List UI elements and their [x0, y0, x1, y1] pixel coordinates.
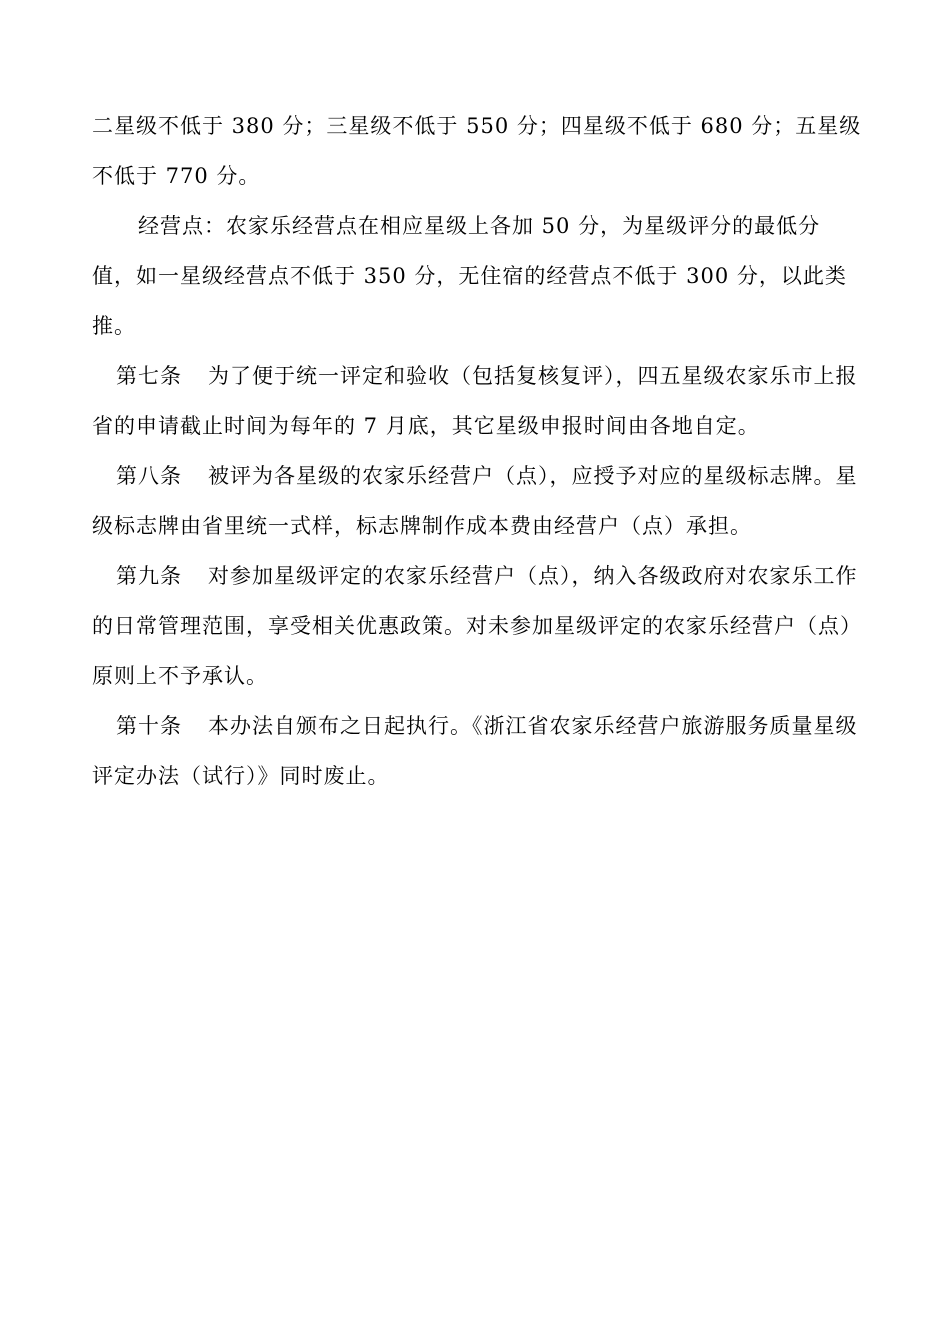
article-number: 第九条: [116, 564, 182, 588]
article-eight: [92, 451, 864, 551]
paragraph-text: 二星级不低于 380 分；三星级不低于 550 分；四星级不低于 680 分；五星级不低于 770 分。: [92, 114, 862, 188]
article-text: 对参加星级评定的农家乐经营户（点），纳入各级政府对农家乐工作的日常管理范围，享受相关优惠政策。对未参加星级评定的农家乐经营户（点）原则上不予承认。: [92, 564, 862, 688]
article-text: 本办法自颁布之日起执行。《浙江省农家乐经营户旅游服务质量星级评定办法（试行）》同时废止。: [92, 714, 858, 788]
article-number: 第八条: [116, 464, 182, 488]
article-seven: [92, 351, 864, 451]
article-number: 第七条: [116, 364, 182, 388]
article-nine: [92, 551, 864, 701]
paragraph-business-point-scoring: [92, 201, 864, 351]
document-body: [92, 101, 864, 801]
article-text: 为了便于统一评定和验收（包括复核复评），四五星级农家乐市上报省的申请截止时间为每年的 7 月底，其它星级申报时间由各地自定。: [92, 364, 858, 438]
article-text: 被评为各星级的农家乐经营户（点），应授予对应的星级标志牌。星级标志牌由省里统一式样，标志牌制作成本费由经营户（点）承担。: [92, 464, 858, 538]
paragraph-text: 经营点：农家乐经营点在相应星级上各加 50 分，为星级评分的最低分值，如一星级经营点不低于 350 分，无住宿的经营点不低于 300 分，以此类推。: [92, 214, 847, 338]
article-number: 第十条: [116, 714, 182, 738]
paragraph-star-score-thresholds: [92, 101, 864, 201]
article-ten: [92, 701, 864, 801]
